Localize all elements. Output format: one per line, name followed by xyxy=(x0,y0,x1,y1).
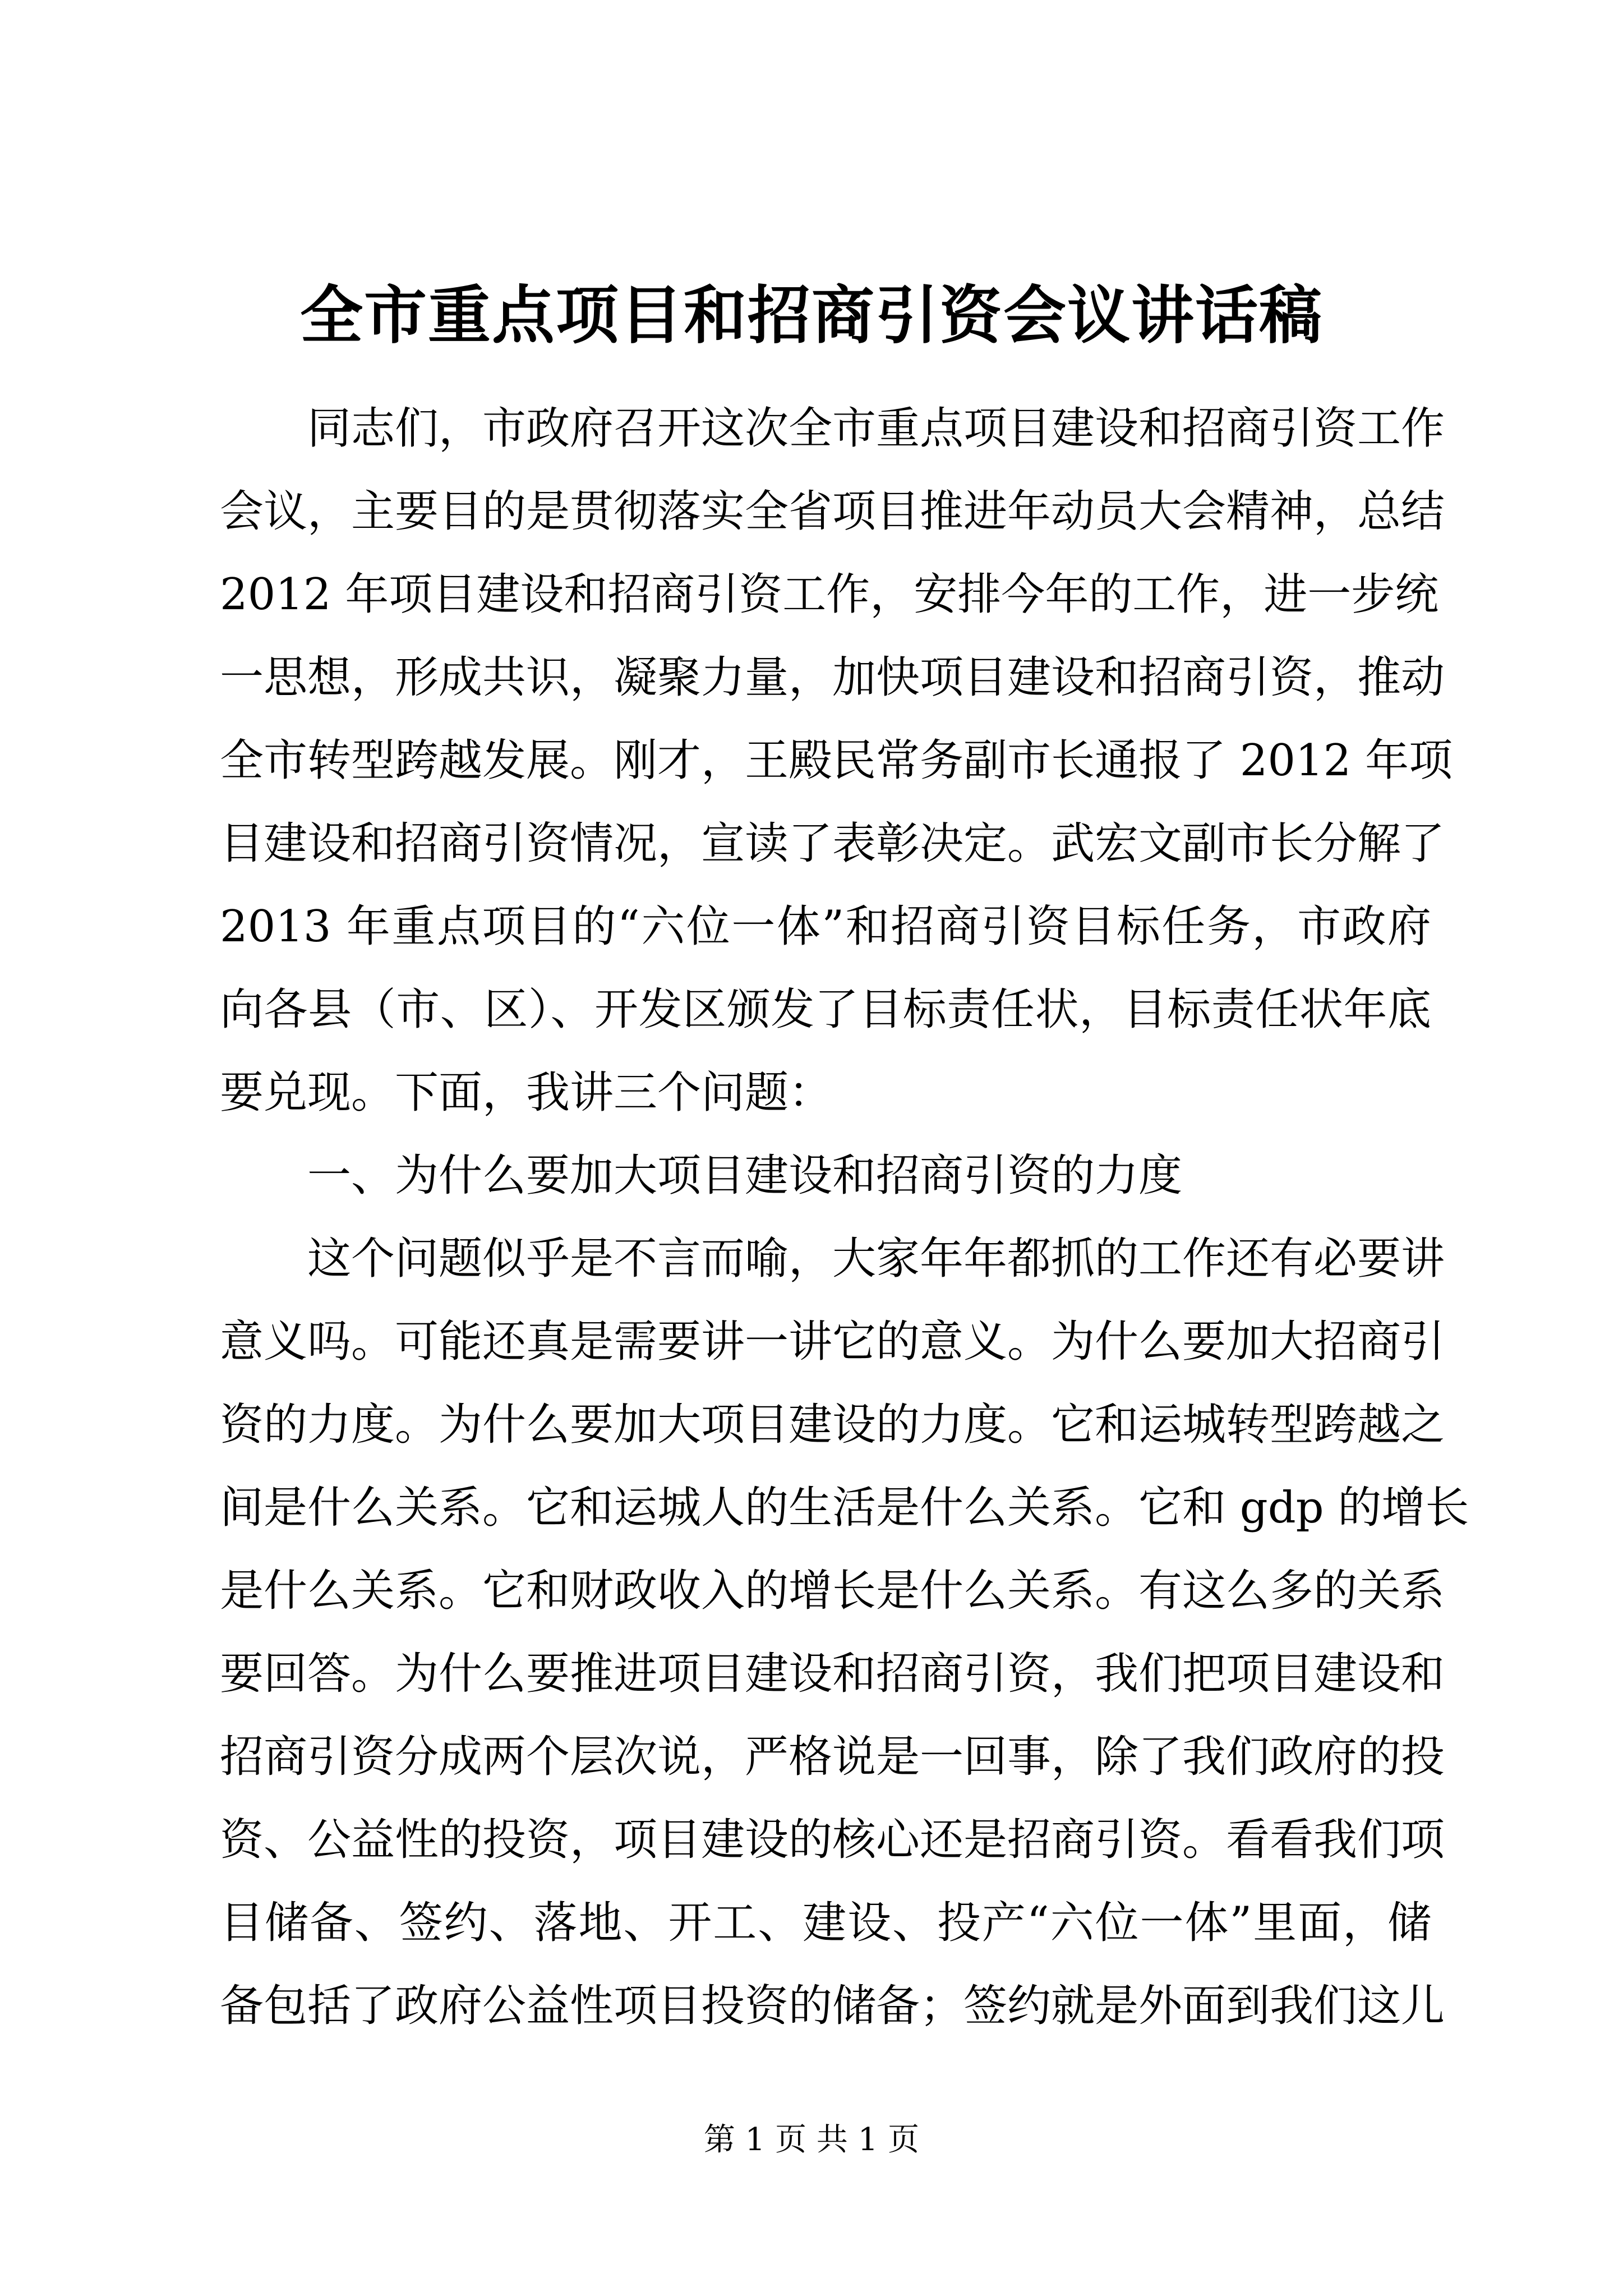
text-line: 间是什么关系。它和运城人的生活是什么关系。它和 gdp 的增长 xyxy=(220,1483,1469,1533)
text-line: 向各县（市、区）、开发区颁发了目标责任状，目标责任状年底 xyxy=(220,984,1431,1035)
document-title: 全市重点项目和招商引资会议讲话稿 xyxy=(300,279,1323,352)
text-line: 2012 年项目建设和招商引资工作，安排今年的工作，进一步统 xyxy=(220,569,1439,620)
text-line: 招商引资分成两个层次说，严格说是一回事，除了我们政府的投 xyxy=(220,1732,1445,1782)
text-line: 这个问题似乎是不言而喻，大家年年都抓的工作还有必要讲 xyxy=(307,1234,1445,1284)
text-line: 备包括了政府公益性项目投资的储备；签约就是外面到我们这儿 xyxy=(220,1981,1445,2031)
text-line: 目建设和招商引资情况，宣读了表彰决定。武宏文副市长分解了 xyxy=(220,818,1445,869)
text-line: 目储备、签约、落地、开工、建设、投产“六位一体”里面，储 xyxy=(220,1898,1431,1948)
document-body xyxy=(220,387,1469,2047)
text-line: 2013 年重点项目的“六位一体”和招商引资目标任务，市政府 xyxy=(220,901,1431,952)
text-line: 会议，主要目的是贯彻落实全省项目推进年动员大会精神，总结 xyxy=(220,486,1445,537)
text-line: 一、为什么要加大项目建设和招商引资的力度 xyxy=(307,1151,1183,1201)
text-line: 同志们，市政府召开这次全市重点项目建设和招商引资工作 xyxy=(307,403,1445,454)
text-line: 资、公益性的投资，项目建设的核心还是招商引资。看看我们项 xyxy=(220,1815,1445,1865)
text-line: 要回答。为什么要推进项目建设和招商引资，我们把项目建设和 xyxy=(220,1649,1445,1699)
text-line: 是什么关系。它和财政收入的增长是什么关系。有这么多的关系 xyxy=(220,1566,1445,1616)
page-footer: 第 1 页 共 1 页 xyxy=(703,2122,920,2158)
text-line: 一思想，形成共识，凝聚力量，加快项目建设和招商引资，推动 xyxy=(220,652,1445,703)
text-line: 全市转型跨越发展。刚才，王殿民常务副市长通报了 2012 年项 xyxy=(220,735,1453,786)
text-line: 意义吗。可能还真是需要讲一讲它的意义。为什么要加大招商引 xyxy=(220,1317,1445,1367)
text-line: 要兑现。下面，我讲三个问题： xyxy=(220,1068,833,1118)
text-line: 资的力度。为什么要加大项目建设的力度。它和运城转型跨越之 xyxy=(220,1400,1445,1450)
